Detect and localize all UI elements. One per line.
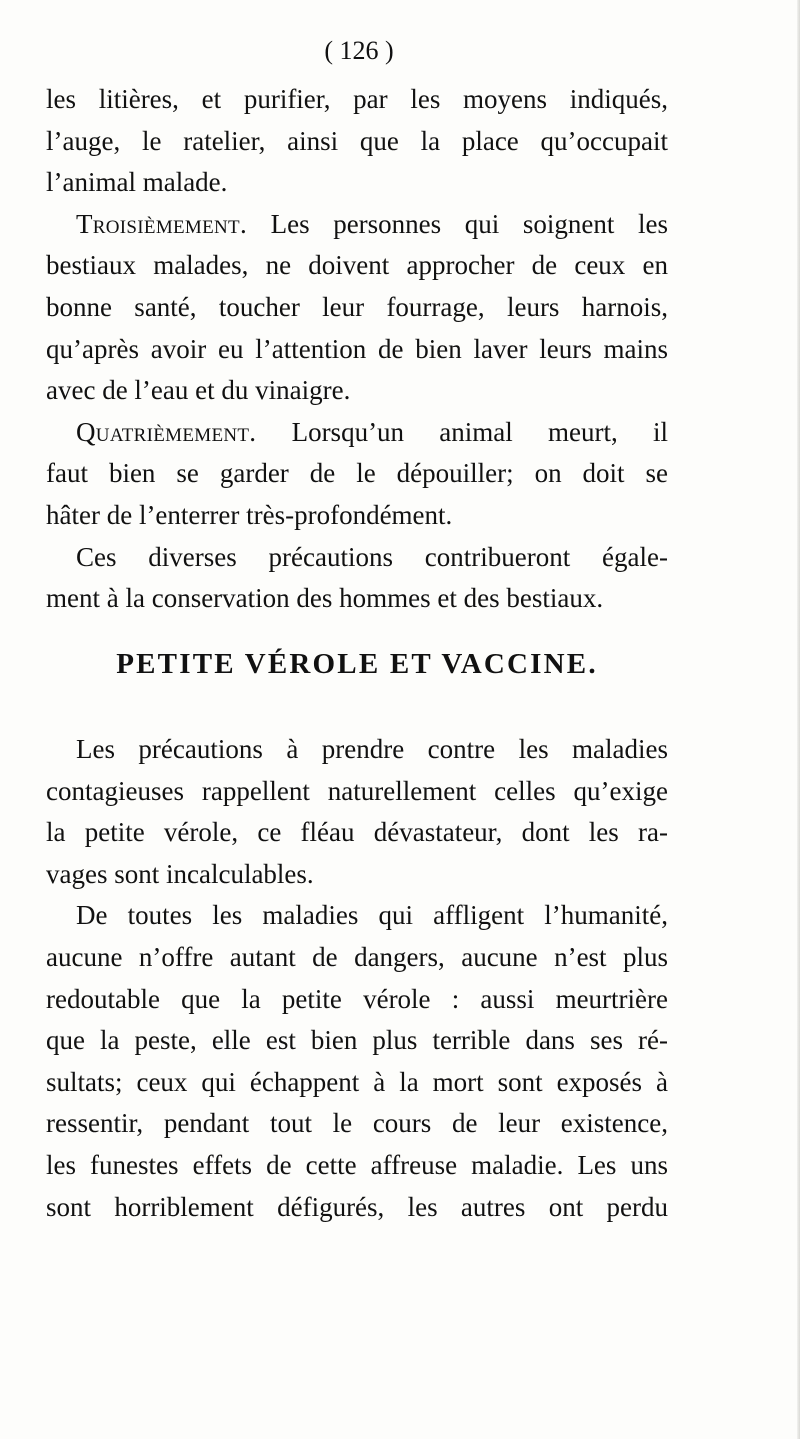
- line-rest: Les personnes qui soignent les: [247, 208, 668, 239]
- text-line: bonne santé, toucher leur fourrage, leurs harnois,: [46, 291, 668, 322]
- text-line: sont horriblement défigurés, les autres ont perdu: [46, 1191, 668, 1222]
- line-rest: Lorsqu’un animal meurt, il: [256, 416, 668, 447]
- lower-text-block: [46, 729, 668, 1228]
- text-line: ressentir, pendant tout le cours de leur existence,: [46, 1108, 668, 1139]
- text-line: la petite vérole, ce fléau dévastateur, dont les ra-: [46, 817, 668, 848]
- text-line: [46, 204, 668, 246]
- text-line: ment à la conservation des hommes et des bestiaux.: [46, 583, 604, 614]
- text-line: hâter de l’enterrer très-profondément.: [46, 499, 453, 530]
- paragraph-lead: Quatrièmement.: [76, 416, 257, 447]
- paragraph-les-precautions: [46, 729, 668, 895]
- text-line: les litières, et purifier, par les moyens indiqués,: [46, 84, 668, 114]
- text-line: que la peste, elle est bien plus terrible dans ses ré-: [46, 1025, 668, 1056]
- continuation-paragraph: [46, 79, 668, 204]
- text-line: aucune n’offre autant de dangers, aucune n’est plus: [46, 941, 668, 972]
- text-line: faut bien se garder de le dépouiller; on doit se: [46, 458, 668, 489]
- text-line: bestiaux malades, ne doivent approcher de ceux en: [46, 250, 668, 281]
- text-line: contagieuses rappellent naturellement celles qu’exige: [46, 775, 668, 806]
- text-line: Ces diverses précautions contribueront égale-: [76, 541, 668, 572]
- text-line: vages sont incalculables.: [46, 858, 314, 889]
- text-line: sultats; ceux qui échappent à la mort sont exposés à: [46, 1066, 668, 1097]
- paragraph-troisiemement: [46, 204, 668, 412]
- paragraph-de-toutes: [46, 895, 668, 1228]
- text-line: avec de l’eau et du vinaigre.: [46, 375, 351, 406]
- text-line: [46, 412, 668, 454]
- text-line: l’auge, le ratelier, ainsi que la place qu’occupait: [46, 125, 668, 156]
- text-line: les funestes effets de cette affreuse maladie. Les uns: [46, 1149, 668, 1180]
- section-heading: PETITE VÉROLE ET VACCINE.: [116, 648, 598, 680]
- text-line: Les précautions à prendre contre les maladies: [76, 734, 668, 764]
- text-line: redoutable que la petite vérole : aussi meurtrière: [46, 983, 668, 1014]
- paragraph-quatriemement: [46, 412, 668, 537]
- paragraph-precautions: [46, 537, 668, 620]
- text-line: qu’après avoir eu l’attention de bien laver leurs mains: [46, 333, 668, 364]
- upper-text-block: [46, 79, 668, 620]
- text-line: l’animal malade.: [46, 167, 228, 198]
- page-number: ( 126 ): [324, 36, 394, 65]
- paragraph-lead: Troisièmement.: [76, 208, 247, 239]
- text-line: De toutes les maladies qui affligent l’humanité,: [76, 900, 668, 931]
